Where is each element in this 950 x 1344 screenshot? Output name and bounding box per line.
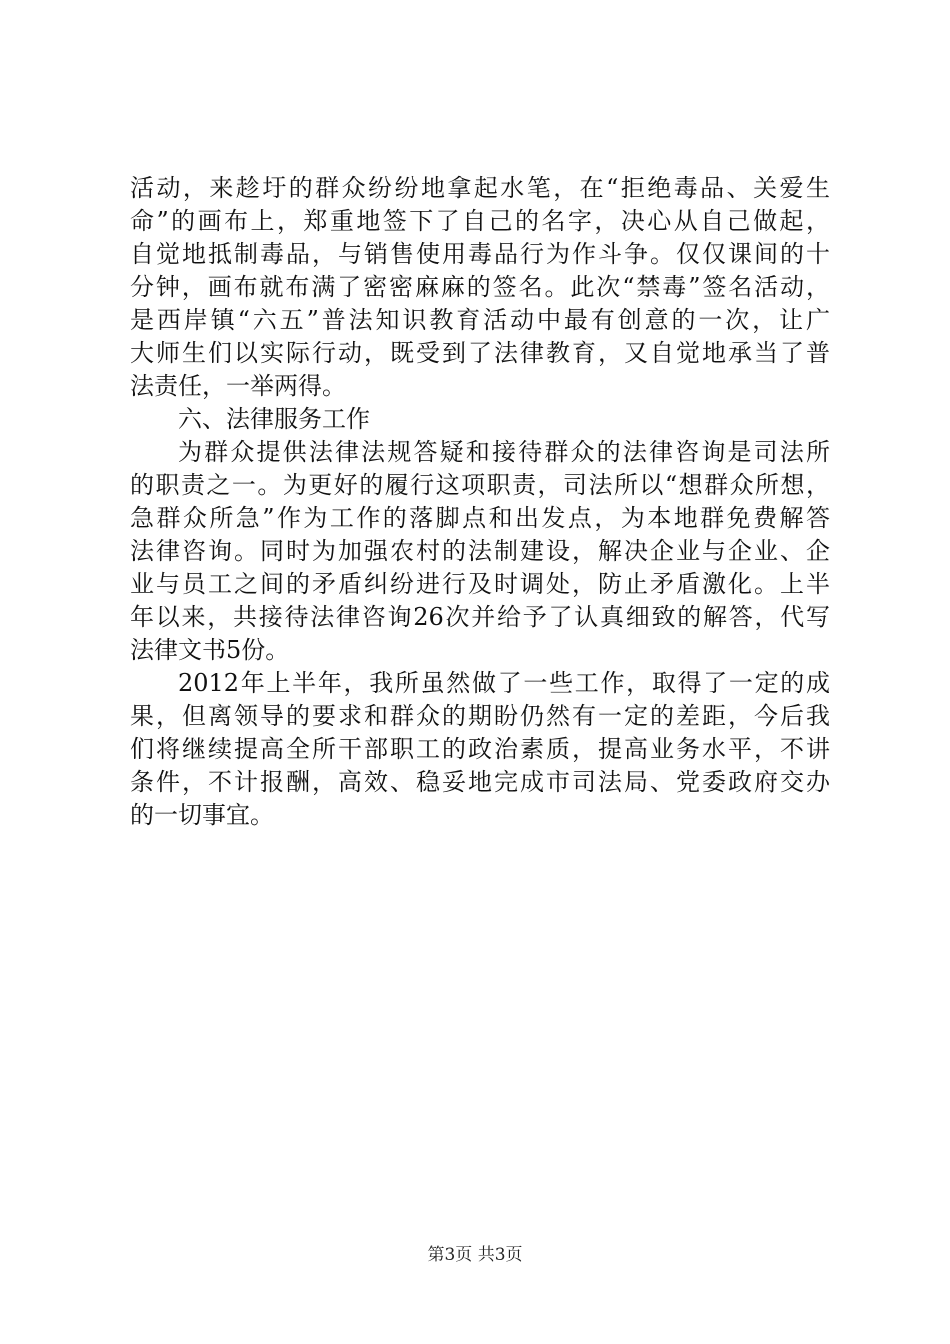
text-line: 法律文书5份。 xyxy=(130,636,290,664)
text-line: 的一切事宜。 xyxy=(130,801,274,829)
page-footer: 第3页 共3页 xyxy=(427,1245,523,1265)
text-line: 业与员工之间的矛盾纠纷进行及时调处，防止矛盾激化。上半 xyxy=(130,570,830,598)
text-line: 命”的画布上，郑重地签下了自己的名字，决心从自己做起， xyxy=(130,207,830,235)
text-line: 法律咨询。同时为加强农村的法制建设，解决企业与企业、企 xyxy=(130,537,830,565)
text-line: 为群众提供法律法规答疑和接待群众的法律咨询是司法所 xyxy=(178,438,830,466)
text-line: 是西岸镇“六五”普法知识教育活动中最有创意的一次，让广 xyxy=(130,306,830,334)
text-line: 自觉地抵制毒品，与销售使用毒品行为作斗争。仅仅课间的十 xyxy=(130,240,830,268)
text-line: 的职责之一。为更好的履行这项职责，司法所以“想群众所想， xyxy=(130,471,830,499)
text-line: 大师生们以实际行动，既受到了法律教育，又自觉地承当了普 xyxy=(130,339,830,367)
text-line: 法责任，一举两得。 xyxy=(130,372,346,400)
text-line: 们将继续提高全所干部职工的政治素质，提高业务水平，不讲 xyxy=(130,735,830,763)
text-line: 年以来，共接待法律咨询26次并给予了认真细致的解答，代写 xyxy=(130,603,830,631)
text-line: 果，但离领导的要求和群众的期盼仍然有一定的差距，今后我 xyxy=(130,702,830,730)
section-heading: 六、法律服务工作 xyxy=(178,405,370,433)
text-line: 急群众所急”作为工作的落脚点和出发点，为本地群免费解答 xyxy=(130,504,830,532)
text-line: 条件，不计报酬，高效、稳妥地完成市司法局、党委政府交办 xyxy=(130,768,830,796)
text-line: 分钟，画布就布满了密密麻麻的签名。此次“禁毒”签名活动， xyxy=(130,273,830,301)
document-body xyxy=(130,172,830,832)
text-line: 2012年上半年，我所虽然做了一些工作，取得了一定的成 xyxy=(178,669,830,697)
text-line: 活动，来趁圩的群众纷纷地拿起水笔，在“拒绝毒品、关爱生 xyxy=(130,174,830,202)
